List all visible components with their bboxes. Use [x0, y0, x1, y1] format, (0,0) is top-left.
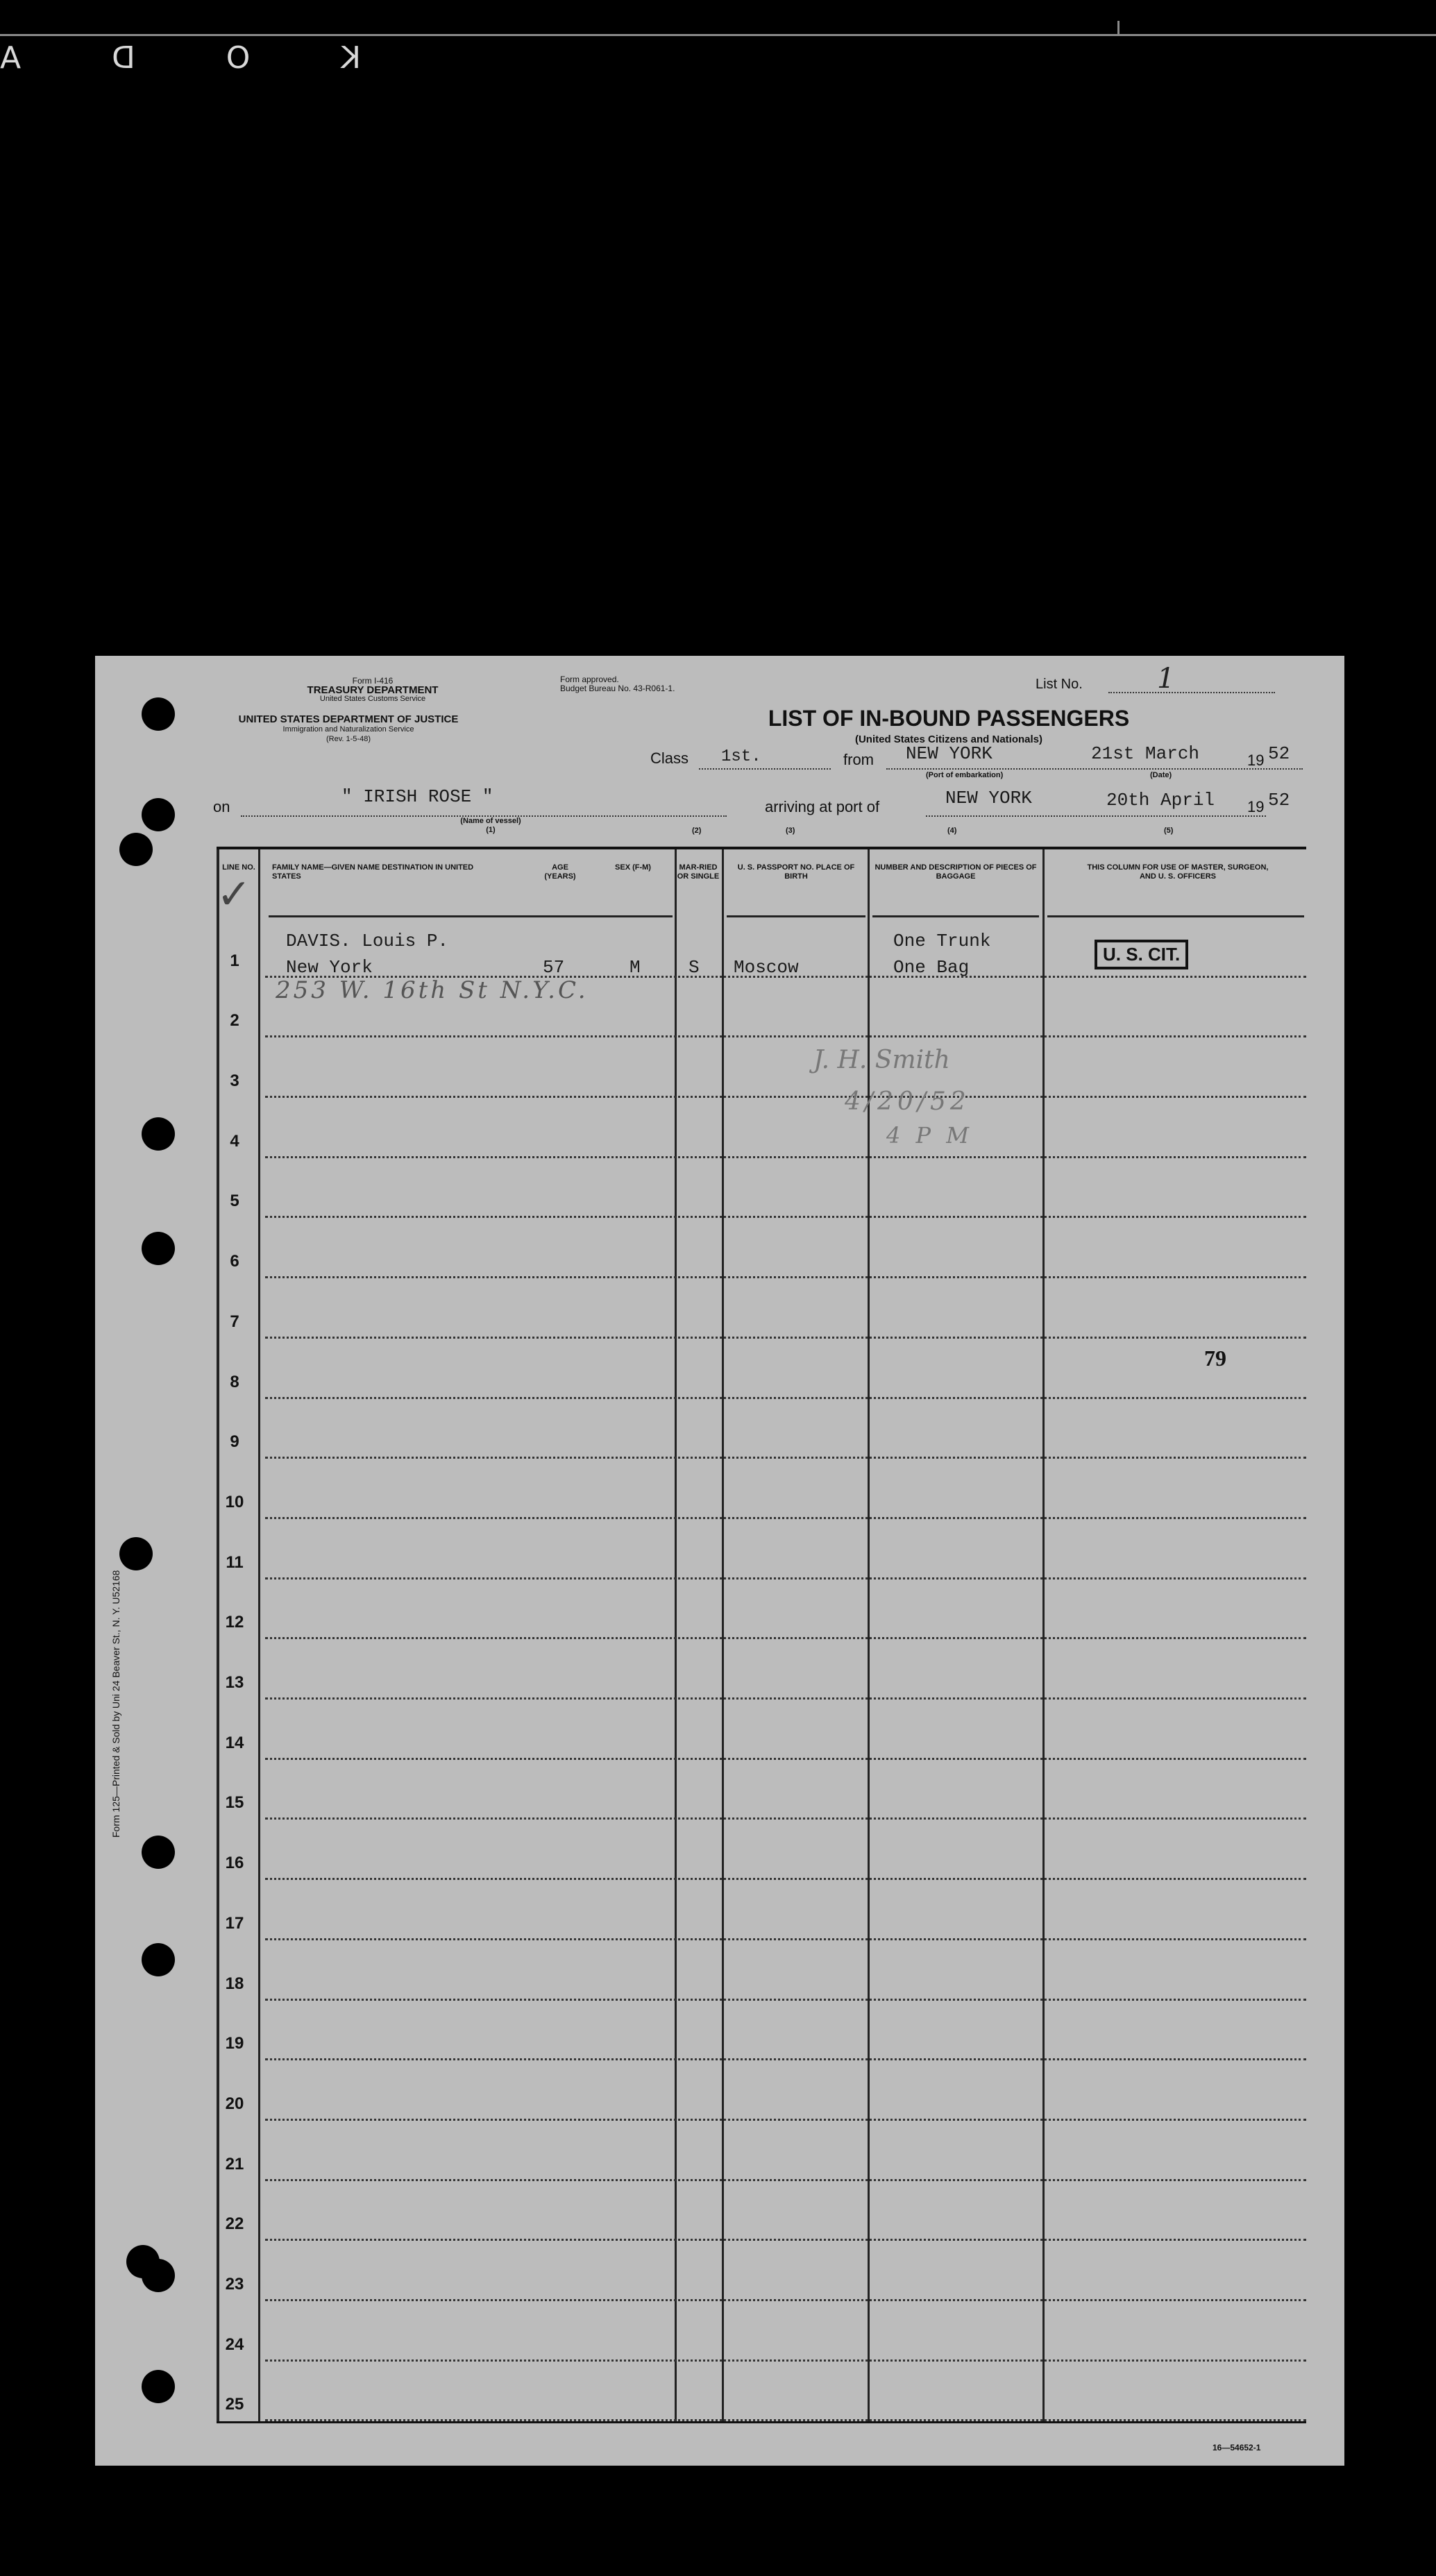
punch-hole: [119, 1537, 153, 1570]
header-passport: U. S. PASSPORT NO. PLACE OF BIRTH: [737, 863, 855, 881]
table-row: [217, 2001, 1306, 2061]
col-num-3: (3): [786, 827, 795, 835]
footer-code: 16—54652-1: [1213, 2443, 1261, 2452]
manifest-page: [95, 656, 1344, 2466]
year-prefix: 19: [1247, 752, 1265, 769]
header-name: FAMILY NAME—GIVEN NAME DESTINATION IN UNITED STATES: [272, 863, 474, 881]
row-number: 10: [225, 1492, 244, 1511]
handwritten-signature: J. H. Smith: [813, 1046, 950, 1074]
us-citizen-stamp: U. S. CIT.: [1095, 940, 1188, 969]
table-row: [217, 1579, 1306, 1640]
table-row: [217, 2060, 1306, 2121]
row-number: 5: [230, 1192, 239, 1211]
header-line-no: LINE NO.: [222, 863, 255, 872]
arrival-date: 20th April: [1106, 790, 1215, 811]
approval-block: [560, 675, 675, 693]
film-letter: O: [226, 40, 251, 76]
row-number: 16: [225, 1854, 244, 1873]
passenger-sex: M: [630, 957, 641, 978]
film-edge-line: [0, 34, 1436, 36]
row-number: 20: [225, 2094, 244, 2113]
row-number: 21: [225, 2154, 244, 2174]
punch-hole: [142, 1943, 175, 1976]
col-num-5: (5): [1164, 827, 1174, 835]
handwritten-date: 4/20/52: [845, 1087, 970, 1116]
baggage-item-2: One Bag: [893, 957, 970, 978]
arrival-year: 52: [1268, 790, 1290, 811]
baggage-item-1: One Trunk: [893, 931, 991, 951]
vessel-caption-text: (Name of vessel): [460, 817, 521, 825]
header-officers: THIS COLUMN FOR USE OF MASTER, SURGEON, AND U. S. OFFICERS: [1087, 863, 1269, 881]
class-value: 1st.: [721, 747, 761, 766]
budget-bureau: Budget Bureau No. 43-R061-1.: [560, 684, 675, 693]
punch-hole: [142, 1232, 175, 1265]
port-embark-caption: (Port of embarkation): [926, 771, 1004, 779]
passenger-marital: S: [689, 957, 700, 978]
from-line: [886, 768, 1303, 770]
form-subtitle: (United States Citizens and Nationals): [854, 734, 1043, 745]
customs-service: United States Customs Service: [319, 695, 426, 703]
embark-year: 52: [1268, 743, 1290, 764]
row-number: 9: [230, 1432, 239, 1452]
vessel-name: " IRISH ROSE ": [341, 786, 493, 807]
table-row: [217, 1760, 1306, 1820]
list-no-value: 1: [1157, 663, 1175, 695]
year-prefix-2: 19: [1247, 798, 1265, 815]
table-row: [217, 1278, 1306, 1339]
embark-date: 21st March: [1091, 743, 1200, 764]
revision-date: (Rev. 1-5-48): [326, 735, 371, 743]
punch-hole: [142, 2259, 175, 2292]
header-married: MAR-RIED OR SINGLE: [677, 863, 720, 881]
row-number: 24: [225, 2334, 244, 2354]
arrival-line: [926, 815, 1266, 817]
punch-hole: [142, 2370, 175, 2403]
punch-hole: [142, 798, 175, 831]
table-row: [217, 2241, 1306, 2301]
ins-service: Immigration and Naturalization Service: [282, 725, 414, 734]
header-sex: SEX (F-M): [615, 863, 651, 872]
table-row: [217, 1339, 1306, 1399]
row-dotted-line: [265, 2419, 1306, 2421]
arriving-label: arriving at port of: [765, 798, 880, 815]
punch-hole: [119, 833, 153, 866]
row-number: 6: [230, 1252, 239, 1271]
dept-header: [282, 677, 463, 704]
film-letter: K: [341, 40, 361, 76]
col-num-2: (2): [692, 827, 702, 835]
justice-dept: UNITED STATES DEPARTMENT OF JUSTICE: [238, 713, 459, 725]
row-number: 1: [230, 951, 239, 970]
on-label: on: [213, 798, 230, 815]
check-mark-icon: ✓: [217, 870, 252, 919]
header-age: AGE (YEARS): [544, 863, 576, 881]
punch-hole: [142, 697, 175, 731]
class-label: Class: [650, 749, 689, 767]
table-row: [217, 2181, 1306, 2242]
col-num-4: (4): [947, 827, 957, 835]
list-no-label: List No.: [1036, 677, 1083, 692]
table-row: [217, 1940, 1306, 2001]
handwritten-address: 253 W. 16th St N.Y.C.: [276, 976, 589, 1004]
class-line: [699, 768, 831, 770]
printer-side-text: Form 125—Printed & Sold by Uni 24 Beaver St., N. Y. U52168: [110, 1570, 121, 1838]
passenger-table: [217, 847, 1306, 2423]
vessel-caption: [421, 817, 560, 835]
row-number: 25: [225, 2395, 244, 2414]
row-number: 15: [225, 1793, 244, 1813]
row-number: 2: [230, 1011, 239, 1031]
film-letter: A: [0, 40, 22, 76]
punch-hole: [142, 1836, 175, 1869]
row-number: 18: [225, 1974, 244, 1993]
row-number: 22: [225, 2214, 244, 2234]
table-row: [217, 1820, 1306, 1881]
table-row: [217, 1459, 1306, 1519]
row-number: 4: [230, 1131, 239, 1151]
row-number: 11: [226, 1552, 244, 1572]
list-no-line: [1108, 690, 1275, 693]
form-title: LIST OF IN-BOUND PASSENGERS: [768, 706, 1130, 731]
row-number: 8: [230, 1372, 239, 1391]
justice-header: [206, 715, 491, 744]
table-row: [217, 1700, 1306, 1760]
table-row: [217, 1880, 1306, 1940]
row-number: 19: [225, 2034, 244, 2053]
table-row: [217, 2121, 1306, 2181]
table-row: [217, 1098, 1306, 1158]
film-edge-lettering: [0, 40, 361, 76]
table-row: [217, 1158, 1306, 1219]
row-number: 12: [225, 1613, 244, 1632]
treasury-dept: TREASURY DEPARTMENT: [307, 684, 439, 696]
row-number: 7: [230, 1312, 239, 1331]
form-number: Form I-416: [352, 676, 394, 686]
col-num-1: (1): [486, 826, 496, 834]
passenger-name: DAVIS. Louis P.: [286, 931, 449, 951]
date-caption: (Date): [1150, 771, 1172, 779]
row-number: 23: [225, 2275, 244, 2294]
table-row: [217, 1519, 1306, 1579]
form-approved: Form approved.: [560, 675, 619, 684]
table-row: [217, 2301, 1306, 2362]
passenger-destination: New York: [286, 957, 373, 978]
table-row: [217, 1639, 1306, 1700]
row-number: 14: [225, 1733, 244, 1752]
row-number: 17: [225, 1913, 244, 1933]
passenger-birthplace: Moscow: [734, 957, 799, 978]
header-baggage: NUMBER AND DESCRIPTION OF PIECES OF BAGGAGE: [875, 863, 1037, 881]
table-row: [217, 1399, 1306, 1459]
table-row: [217, 1037, 1306, 1098]
arrival-port: NEW YORK: [945, 788, 1032, 808]
film-tick: [1117, 21, 1120, 36]
row-number: 3: [230, 1071, 239, 1091]
from-label: from: [843, 751, 874, 768]
official-number: 79: [1204, 1346, 1226, 1371]
embark-port: NEW YORK: [906, 743, 992, 764]
row-number: 13: [225, 1673, 244, 1693]
table-row: [217, 2362, 1306, 2422]
punch-hole: [142, 1117, 175, 1151]
film-letter: D: [111, 40, 135, 76]
handwritten-time: 4 P M: [886, 1122, 973, 1149]
passenger-age: 57: [543, 957, 565, 978]
table-row: [217, 1219, 1306, 1279]
